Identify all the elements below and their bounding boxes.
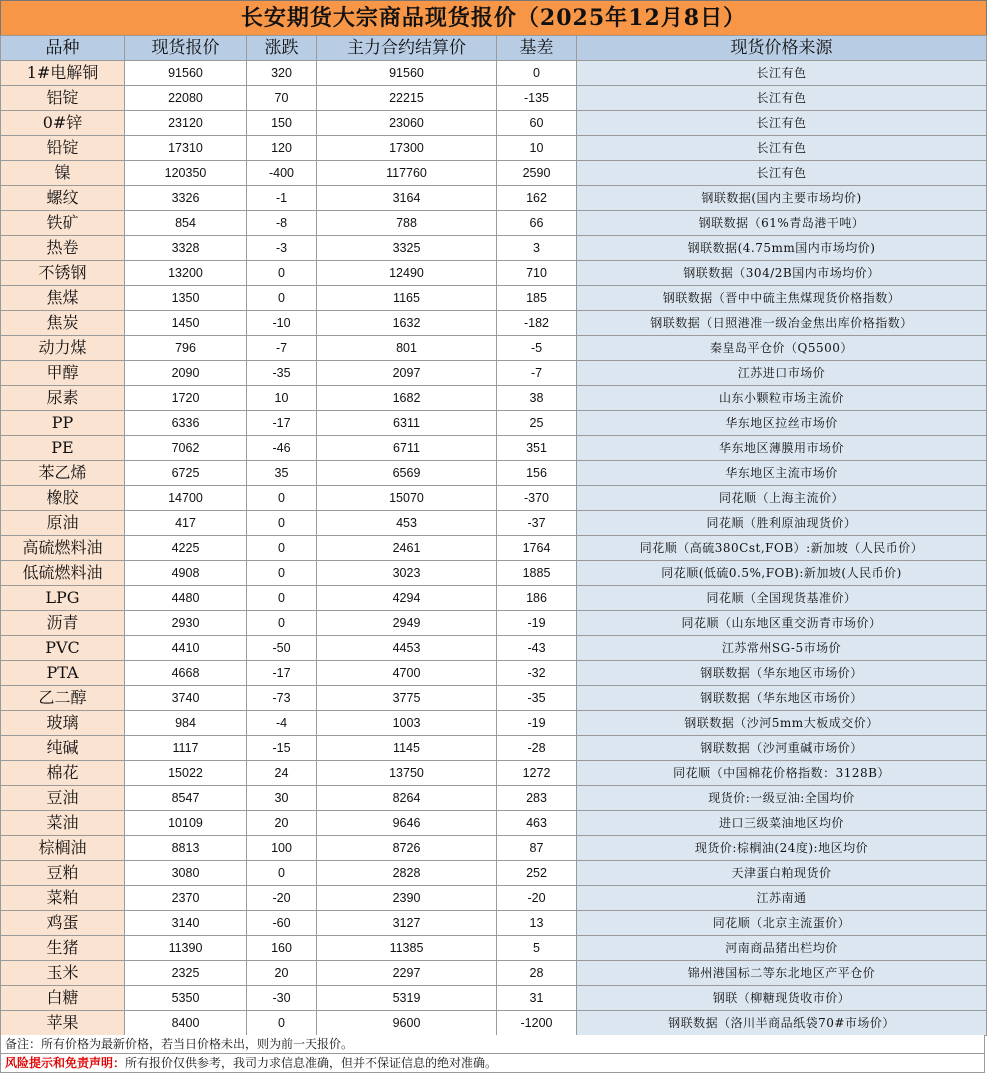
cell-change: 0	[247, 861, 317, 886]
cell-price-source: 江苏进口市场价	[577, 361, 987, 386]
cell-change: 20	[247, 811, 317, 836]
cell-price-source: 长江有色	[577, 61, 987, 86]
table-row	[1, 311, 987, 336]
cell-settlement-price: 13750	[317, 761, 497, 786]
cell-basis: -135	[497, 86, 577, 111]
cell-price-source: 同花顺（上海主流价）	[577, 486, 987, 511]
cell-change: -7	[247, 336, 317, 361]
cell-spot-price: 5350	[125, 986, 247, 1011]
cell-settlement-price: 788	[317, 211, 497, 236]
cell-price-source: 钢联数据（61%青岛港干吨）	[577, 211, 987, 236]
risk-label: 风险提示和免责声明：	[5, 1056, 126, 1070]
cell-settlement-price: 2297	[317, 961, 497, 986]
cell-settlement-price: 2390	[317, 886, 497, 911]
cell-settlement-price: 3325	[317, 236, 497, 261]
header-settlement-price: 主力合约结算价	[317, 36, 497, 61]
cell-settlement-price: 1003	[317, 711, 497, 736]
cell-basis: 252	[497, 861, 577, 886]
cell-variety: PTA	[1, 661, 125, 686]
cell-basis: -37	[497, 511, 577, 536]
cell-variety: 豆油	[1, 786, 125, 811]
cell-basis: 60	[497, 111, 577, 136]
cell-spot-price: 3140	[125, 911, 247, 936]
cell-change: 20	[247, 961, 317, 986]
cell-spot-price: 8547	[125, 786, 247, 811]
cell-basis: -32	[497, 661, 577, 686]
cell-variety: 铝锭	[1, 86, 125, 111]
cell-price-source: 钢联数据(4.75mm国内市场均价)	[577, 236, 987, 261]
cell-basis: 185	[497, 286, 577, 311]
cell-change: 100	[247, 836, 317, 861]
cell-variety: PE	[1, 436, 125, 461]
cell-settlement-price: 3775	[317, 686, 497, 711]
cell-price-source: 长江有色	[577, 136, 987, 161]
cell-price-source: 进口三级菜油地区均价	[577, 811, 987, 836]
cell-spot-price: 4668	[125, 661, 247, 686]
cell-price-source: 钢联数据（日照港准一级冶金焦出库价格指数）	[577, 311, 987, 336]
cell-variety: LPG	[1, 586, 125, 611]
cell-basis: 1272	[497, 761, 577, 786]
cell-price-source: 江苏南通	[577, 886, 987, 911]
cell-settlement-price: 2949	[317, 611, 497, 636]
cell-basis: 31	[497, 986, 577, 1011]
cell-basis: 13	[497, 911, 577, 936]
cell-price-source: 现货价:一级豆油:全国均价	[577, 786, 987, 811]
cell-spot-price: 3740	[125, 686, 247, 711]
cell-variety: 棉花	[1, 761, 125, 786]
cell-variety: 高硫燃料油	[1, 536, 125, 561]
table-row	[1, 886, 987, 911]
cell-variety: 焦煤	[1, 286, 125, 311]
cell-basis: 1764	[497, 536, 577, 561]
cell-variety: 镍	[1, 161, 125, 186]
table-row	[1, 961, 987, 986]
cell-basis: -7	[497, 361, 577, 386]
cell-basis: -1200	[497, 1011, 577, 1036]
cell-variety: 乙二醇	[1, 686, 125, 711]
table-row	[1, 811, 987, 836]
cell-settlement-price: 11385	[317, 936, 497, 961]
cell-variety: 鸡蛋	[1, 911, 125, 936]
cell-price-source: 长江有色	[577, 86, 987, 111]
header-spot-price: 现货报价	[125, 36, 247, 61]
cell-price-source: 华东地区薄膜用市场价	[577, 436, 987, 461]
cell-price-source: 钢联数据（沙河重碱市场价）	[577, 736, 987, 761]
cell-change: -35	[247, 361, 317, 386]
cell-price-source: 天津蛋白粕现货价	[577, 861, 987, 886]
cell-spot-price: 4225	[125, 536, 247, 561]
cell-basis: 2590	[497, 161, 577, 186]
cell-variety: 尿素	[1, 386, 125, 411]
cell-variety: 玉米	[1, 961, 125, 986]
table-row	[1, 461, 987, 486]
cell-settlement-price: 8264	[317, 786, 497, 811]
cell-change: -10	[247, 311, 317, 336]
cell-change: -4	[247, 711, 317, 736]
table-header-row	[1, 36, 987, 61]
cell-price-source: 钢联（柳糖现货收市价）	[577, 986, 987, 1011]
cell-basis: 1885	[497, 561, 577, 586]
risk-disclaimer	[0, 1054, 985, 1073]
cell-price-source: 钢联数据（华东地区市场价）	[577, 686, 987, 711]
notes-block	[0, 1035, 985, 1073]
cell-spot-price: 15022	[125, 761, 247, 786]
cell-variety: 铁矿	[1, 211, 125, 236]
cell-spot-price: 14700	[125, 486, 247, 511]
cell-settlement-price: 12490	[317, 261, 497, 286]
table-row	[1, 761, 987, 786]
table-row	[1, 86, 987, 111]
cell-basis: 3	[497, 236, 577, 261]
cell-change: 0	[247, 536, 317, 561]
cell-spot-price: 1720	[125, 386, 247, 411]
cell-basis: 87	[497, 836, 577, 861]
table-row	[1, 536, 987, 561]
cell-price-source: 江苏常州SG-5市场价	[577, 636, 987, 661]
cell-change: 160	[247, 936, 317, 961]
header-variety: 品种	[1, 36, 125, 61]
cell-spot-price: 1117	[125, 736, 247, 761]
cell-price-source: 钢联数据（304/2B国内市场均价）	[577, 261, 987, 286]
cell-settlement-price: 91560	[317, 61, 497, 86]
cell-settlement-price: 4294	[317, 586, 497, 611]
cell-variety: 不锈钢	[1, 261, 125, 286]
cell-settlement-price: 15070	[317, 486, 497, 511]
table-row	[1, 286, 987, 311]
cell-basis: -19	[497, 611, 577, 636]
cell-spot-price: 1350	[125, 286, 247, 311]
cell-spot-price: 10109	[125, 811, 247, 836]
table-row	[1, 686, 987, 711]
cell-settlement-price: 3023	[317, 561, 497, 586]
cell-basis: 0	[497, 61, 577, 86]
cell-spot-price: 1450	[125, 311, 247, 336]
cell-settlement-price: 2461	[317, 536, 497, 561]
table-row	[1, 986, 987, 1011]
table-row	[1, 586, 987, 611]
cell-change: -17	[247, 661, 317, 686]
cell-basis: 66	[497, 211, 577, 236]
cell-price-source: 钢联数据（洛川半商品纸袋70#市场价）	[577, 1011, 987, 1036]
table-row	[1, 136, 987, 161]
table-row	[1, 561, 987, 586]
cell-settlement-price: 2097	[317, 361, 497, 386]
table-row	[1, 636, 987, 661]
cell-change: -60	[247, 911, 317, 936]
cell-settlement-price: 9646	[317, 811, 497, 836]
risk-text: 所有报价仅供参考，我司力求信息准确，但并不保证信息的绝对准确。	[125, 1056, 498, 1070]
cell-variety: 白糖	[1, 986, 125, 1011]
cell-price-source: 锦州港国标二等东北地区产平仓价	[577, 961, 987, 986]
cell-spot-price: 4480	[125, 586, 247, 611]
cell-change: -400	[247, 161, 317, 186]
cell-spot-price: 7062	[125, 436, 247, 461]
cell-change: 320	[247, 61, 317, 86]
cell-spot-price: 22080	[125, 86, 247, 111]
header-basis: 基差	[497, 36, 577, 61]
cell-variety: 热卷	[1, 236, 125, 261]
cell-settlement-price: 453	[317, 511, 497, 536]
cell-price-source: 同花顺（北京主流蛋价）	[577, 911, 987, 936]
cell-spot-price: 91560	[125, 61, 247, 86]
cell-settlement-price: 22215	[317, 86, 497, 111]
cell-spot-price: 984	[125, 711, 247, 736]
cell-basis: -28	[497, 736, 577, 761]
table-row	[1, 436, 987, 461]
cell-basis: 38	[497, 386, 577, 411]
cell-settlement-price: 23060	[317, 111, 497, 136]
cell-change: -3	[247, 236, 317, 261]
table-row	[1, 911, 987, 936]
cell-settlement-price: 4700	[317, 661, 497, 686]
table-row	[1, 336, 987, 361]
table-body	[1, 61, 987, 1036]
cell-change: -17	[247, 411, 317, 436]
cell-settlement-price: 6569	[317, 461, 497, 486]
cell-variety: 纯碱	[1, 736, 125, 761]
cell-settlement-price: 1145	[317, 736, 497, 761]
table-row	[1, 261, 987, 286]
cell-change: 0	[247, 486, 317, 511]
table-row	[1, 236, 987, 261]
cell-basis: 5	[497, 936, 577, 961]
cell-basis: 710	[497, 261, 577, 286]
cell-spot-price: 4410	[125, 636, 247, 661]
cell-spot-price: 8813	[125, 836, 247, 861]
cell-price-source: 同花顺（中国棉花价格指数：3128B）	[577, 761, 987, 786]
header-price-source: 现货价格来源	[577, 36, 987, 61]
table-row	[1, 611, 987, 636]
cell-change: 35	[247, 461, 317, 486]
cell-basis: -43	[497, 636, 577, 661]
cell-price-source: 钢联数据（晋中中硫主焦煤现货价格指数）	[577, 286, 987, 311]
table-row	[1, 61, 987, 86]
cell-change: 0	[247, 286, 317, 311]
cell-settlement-price: 1682	[317, 386, 497, 411]
cell-settlement-price: 6311	[317, 411, 497, 436]
cell-change: 0	[247, 1011, 317, 1036]
cell-variety: 生猪	[1, 936, 125, 961]
cell-change: 0	[247, 561, 317, 586]
cell-price-source: 同花顺（山东地区重交沥青市场价）	[577, 611, 987, 636]
cell-variety: 焦炭	[1, 311, 125, 336]
cell-spot-price: 2325	[125, 961, 247, 986]
cell-spot-price: 3080	[125, 861, 247, 886]
cell-change: -30	[247, 986, 317, 1011]
cell-change: 120	[247, 136, 317, 161]
cell-basis: 25	[497, 411, 577, 436]
cell-variety: 低硫燃料油	[1, 561, 125, 586]
cell-price-source: 同花顺(低硫0.5%,FOB):新加坡(人民币价)	[577, 561, 987, 586]
cell-spot-price: 3328	[125, 236, 247, 261]
cell-settlement-price: 3164	[317, 186, 497, 211]
cell-change: -73	[247, 686, 317, 711]
cell-variety: 菜油	[1, 811, 125, 836]
cell-basis: 351	[497, 436, 577, 461]
table-row	[1, 836, 987, 861]
cell-variety: 螺纹	[1, 186, 125, 211]
cell-spot-price: 6336	[125, 411, 247, 436]
table-row	[1, 736, 987, 761]
cell-variety: 菜粕	[1, 886, 125, 911]
cell-basis: 283	[497, 786, 577, 811]
cell-price-source: 同花顺（高硫380Cst,FOB）:新加坡（人民币价）	[577, 536, 987, 561]
cell-basis: -20	[497, 886, 577, 911]
cell-settlement-price: 117760	[317, 161, 497, 186]
cell-change: -8	[247, 211, 317, 236]
cell-change: 24	[247, 761, 317, 786]
cell-spot-price: 796	[125, 336, 247, 361]
table-row	[1, 786, 987, 811]
cell-variety: 铅锭	[1, 136, 125, 161]
cell-price-source: 河南商品猪出栏均价	[577, 936, 987, 961]
cell-variety: PP	[1, 411, 125, 436]
cell-basis: 28	[497, 961, 577, 986]
cell-variety: 豆粕	[1, 861, 125, 886]
cell-spot-price: 6725	[125, 461, 247, 486]
cell-basis: 463	[497, 811, 577, 836]
cell-change: 0	[247, 511, 317, 536]
cell-basis: -5	[497, 336, 577, 361]
table-row	[1, 1011, 987, 1036]
cell-spot-price: 417	[125, 511, 247, 536]
table-row	[1, 861, 987, 886]
cell-spot-price: 11390	[125, 936, 247, 961]
table-row	[1, 411, 987, 436]
cell-spot-price: 2090	[125, 361, 247, 386]
cell-basis: 156	[497, 461, 577, 486]
cell-variety: 1#电解铜	[1, 61, 125, 86]
cell-variety: PVC	[1, 636, 125, 661]
cell-settlement-price: 5319	[317, 986, 497, 1011]
cell-settlement-price: 17300	[317, 136, 497, 161]
cell-change: -15	[247, 736, 317, 761]
table-row	[1, 361, 987, 386]
cell-settlement-price: 3127	[317, 911, 497, 936]
cell-spot-price: 23120	[125, 111, 247, 136]
table-row	[1, 186, 987, 211]
cell-price-source: 秦皇岛平仓价（Q5500）	[577, 336, 987, 361]
cell-settlement-price: 801	[317, 336, 497, 361]
cell-spot-price: 3326	[125, 186, 247, 211]
cell-basis: 162	[497, 186, 577, 211]
cell-variety: 棕榈油	[1, 836, 125, 861]
cell-price-source: 长江有色	[577, 161, 987, 186]
cell-settlement-price: 1165	[317, 286, 497, 311]
cell-settlement-price: 2828	[317, 861, 497, 886]
header-change: 涨跌	[247, 36, 317, 61]
table-row	[1, 161, 987, 186]
cell-variety: 沥青	[1, 611, 125, 636]
cell-change: 70	[247, 86, 317, 111]
cell-change: 0	[247, 611, 317, 636]
cell-price-source: 华东地区主流市场价	[577, 461, 987, 486]
cell-spot-price: 17310	[125, 136, 247, 161]
cell-change: 0	[247, 261, 317, 286]
cell-variety: 苯乙烯	[1, 461, 125, 486]
cell-price-source: 同花顺（胜利原油现货价）	[577, 511, 987, 536]
cell-settlement-price: 9600	[317, 1011, 497, 1036]
table-row	[1, 211, 987, 236]
cell-settlement-price: 6711	[317, 436, 497, 461]
cell-variety: 玻璃	[1, 711, 125, 736]
cell-basis: -370	[497, 486, 577, 511]
cell-variety: 动力煤	[1, 336, 125, 361]
cell-spot-price: 4908	[125, 561, 247, 586]
cell-basis: 10	[497, 136, 577, 161]
cell-basis: 186	[497, 586, 577, 611]
table-row	[1, 486, 987, 511]
cell-spot-price: 2930	[125, 611, 247, 636]
cell-spot-price: 120350	[125, 161, 247, 186]
table-row	[1, 386, 987, 411]
cell-price-source: 现货价:棕榈油(24度):地区均价	[577, 836, 987, 861]
note-remark: 备注：所有价格为最新价格，若当日价格未出，则为前一天报价。	[0, 1035, 985, 1054]
cell-variety: 甲醇	[1, 361, 125, 386]
cell-settlement-price: 4453	[317, 636, 497, 661]
table-row	[1, 661, 987, 686]
cell-spot-price: 854	[125, 211, 247, 236]
cell-spot-price: 2370	[125, 886, 247, 911]
cell-price-source: 华东地区拉丝市场价	[577, 411, 987, 436]
cell-settlement-price: 1632	[317, 311, 497, 336]
cell-variety: 苹果	[1, 1011, 125, 1036]
cell-change: 150	[247, 111, 317, 136]
page-title: 长安期货大宗商品现货报价（2025年12月8日）	[0, 0, 987, 36]
cell-settlement-price: 8726	[317, 836, 497, 861]
cell-variety: 0#锌	[1, 111, 125, 136]
cell-price-source: 钢联数据（沙河5mm大板成交价）	[577, 711, 987, 736]
cell-spot-price: 8400	[125, 1011, 247, 1036]
cell-change: 30	[247, 786, 317, 811]
table-row	[1, 936, 987, 961]
cell-price-source: 钢联数据（华东地区市场价）	[577, 661, 987, 686]
cell-price-source: 山东小颗粒市场主流价	[577, 386, 987, 411]
cell-price-source: 长江有色	[577, 111, 987, 136]
cell-variety: 橡胶	[1, 486, 125, 511]
cell-change: 0	[247, 586, 317, 611]
cell-change: -46	[247, 436, 317, 461]
table-row	[1, 111, 987, 136]
price-table	[0, 35, 987, 1036]
cell-basis: -19	[497, 711, 577, 736]
cell-variety: 原油	[1, 511, 125, 536]
cell-change: -1	[247, 186, 317, 211]
cell-change: -20	[247, 886, 317, 911]
cell-price-source: 钢联数据(国内主要市场均价)	[577, 186, 987, 211]
cell-change: -50	[247, 636, 317, 661]
cell-basis: -35	[497, 686, 577, 711]
cell-change: 10	[247, 386, 317, 411]
cell-spot-price: 13200	[125, 261, 247, 286]
table-row	[1, 511, 987, 536]
table-row	[1, 711, 987, 736]
cell-price-source: 同花顺（全国现货基准价）	[577, 586, 987, 611]
cell-basis: -182	[497, 311, 577, 336]
